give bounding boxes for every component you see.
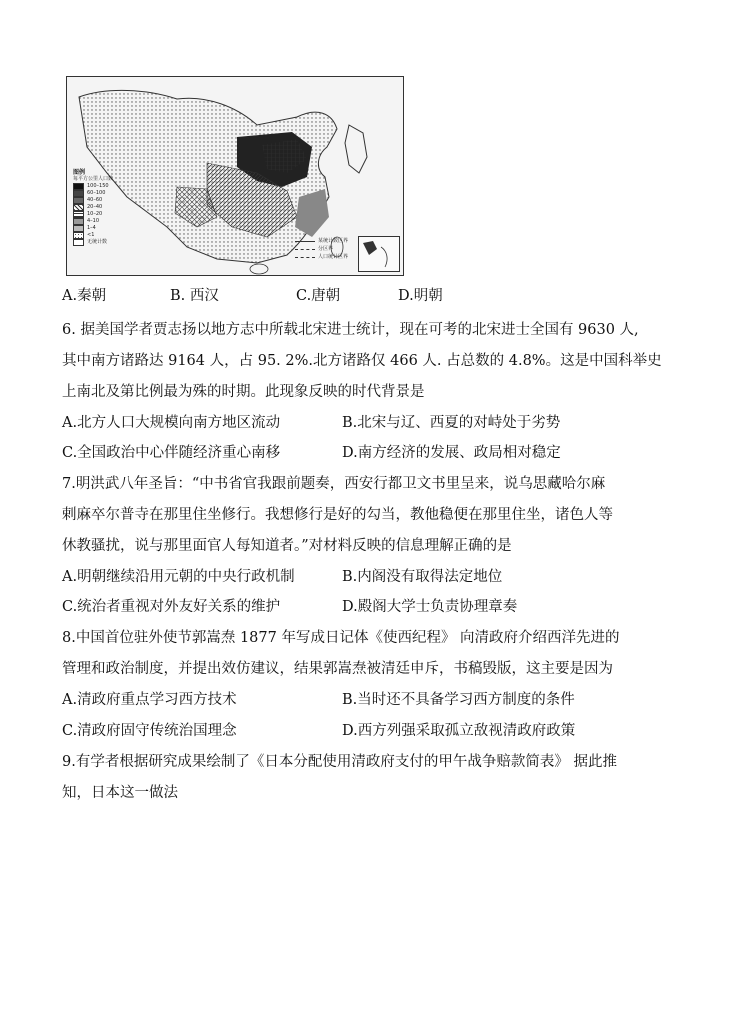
- q8-option-b[interactable]: B.当时还不具备学习西方制度的条件: [342, 692, 575, 708]
- legend-title: 图例: [73, 169, 86, 176]
- legend-item: 1–4: [73, 225, 127, 232]
- island-outline: [250, 264, 268, 274]
- q6-option-a[interactable]: A.北方人口大规模向南方地区流动: [62, 415, 281, 431]
- legend-item: 40–60: [73, 197, 127, 204]
- q9-stem-line: 知，日本这一做法: [62, 785, 178, 801]
- legend-item: 4–10: [73, 218, 127, 225]
- q7-option-a[interactable]: A.明朝继续沿用元朝的中央行政机制: [62, 569, 295, 585]
- q7-stem-line: 剌麻卒尔普寺在那里住坐修行。我想修行是好的勾当，教他稳便在那里住坐，诸色人等: [62, 507, 613, 523]
- q6-stem-line: 其中南方诸路达 9164 人，占 95. 2%.北方诸路仅 466 人. 占总数的 4.8%。这是中国科举史: [62, 353, 662, 369]
- korea-outline: [345, 125, 367, 173]
- q6-stem-line: 上南北及第比例最为殊的时期。此现象反映的时代背景是: [62, 384, 425, 400]
- q8-option-a[interactable]: A.清政府重点学习西方技术: [62, 692, 237, 708]
- q9-stem-line: 9.有学者根据研究成果绘制了《日本分配使用清政府支付的甲午战争赔款简表》 据此推: [62, 754, 617, 770]
- map-legend: [73, 169, 127, 246]
- boundary-item: 分区界: [295, 245, 348, 253]
- legend-item: 60–100: [73, 190, 127, 197]
- q8-option-c[interactable]: C.清政府固守传统治国理念: [62, 723, 237, 739]
- q7-option-d[interactable]: D.殿阁大学士负责协理章奏: [342, 599, 518, 615]
- q5-option-c[interactable]: C.唐朝: [296, 288, 341, 304]
- q6-stem-line: 6. 据美国学者贾志扬以地方志中所载北宋进士统计，现在可考的北宋进士全国有 9630 人,: [62, 322, 639, 338]
- q6-option-d[interactable]: D.南方经济的发展、政局相对稳定: [342, 445, 561, 461]
- q7-stem-line: 7.明洪武八年圣旨：“中书省官我跟前题奏，西安行都卫文书里呈来，说乌思藏哈尔麻: [62, 476, 606, 492]
- q6-option-c[interactable]: C.全国政治中心伴随经济重心南移: [62, 445, 281, 461]
- population-density-map: [66, 76, 404, 276]
- q6-option-b[interactable]: B.北宋与辽、西夏的对峙处于劣势: [342, 415, 561, 431]
- legend-item: 20–40: [73, 204, 127, 211]
- q8-stem-line: 8.中国首位驻外使节郭嵩焘 1877 年写成日记体《使西纪程》 向清政府介绍西洋先进的: [62, 630, 620, 646]
- q8-stem-line: 管理和政治制度，并提出效仿建议，结果郭嵩焘被清廷申斥，书稿毁版，这主要是因为: [62, 661, 613, 677]
- boundary-item: 人口统计区界: [295, 253, 348, 261]
- q7-option-b[interactable]: B.内阁没有取得法定地位: [342, 569, 503, 585]
- legend-subtitle: 每平方公里人口数: [73, 176, 114, 182]
- legend-item: <1: [73, 232, 127, 239]
- q5-option-b[interactable]: B. 西汉: [170, 288, 219, 304]
- legend-item: 100–150: [73, 183, 127, 190]
- q7-option-c[interactable]: C.统治者重视对外友好关系的维护: [62, 599, 281, 615]
- boundary-item: 某统计数区界: [295, 237, 348, 245]
- q8-option-d[interactable]: D.西方列强采取孤立敌视清政府政策: [342, 723, 576, 739]
- q5-option-a[interactable]: A.秦朝: [62, 288, 107, 304]
- south-china-sea-inset: [358, 236, 400, 272]
- legend-item: 无统计数: [73, 239, 127, 246]
- legend-item: 10–20: [73, 211, 127, 218]
- q7-stem-line: 休教骚扰，说与那里面官人每知道者。”对材料反映的信息理解正确的是: [62, 538, 512, 554]
- q5-option-d[interactable]: D.明朝: [398, 288, 443, 304]
- boundary-legend: [295, 237, 348, 261]
